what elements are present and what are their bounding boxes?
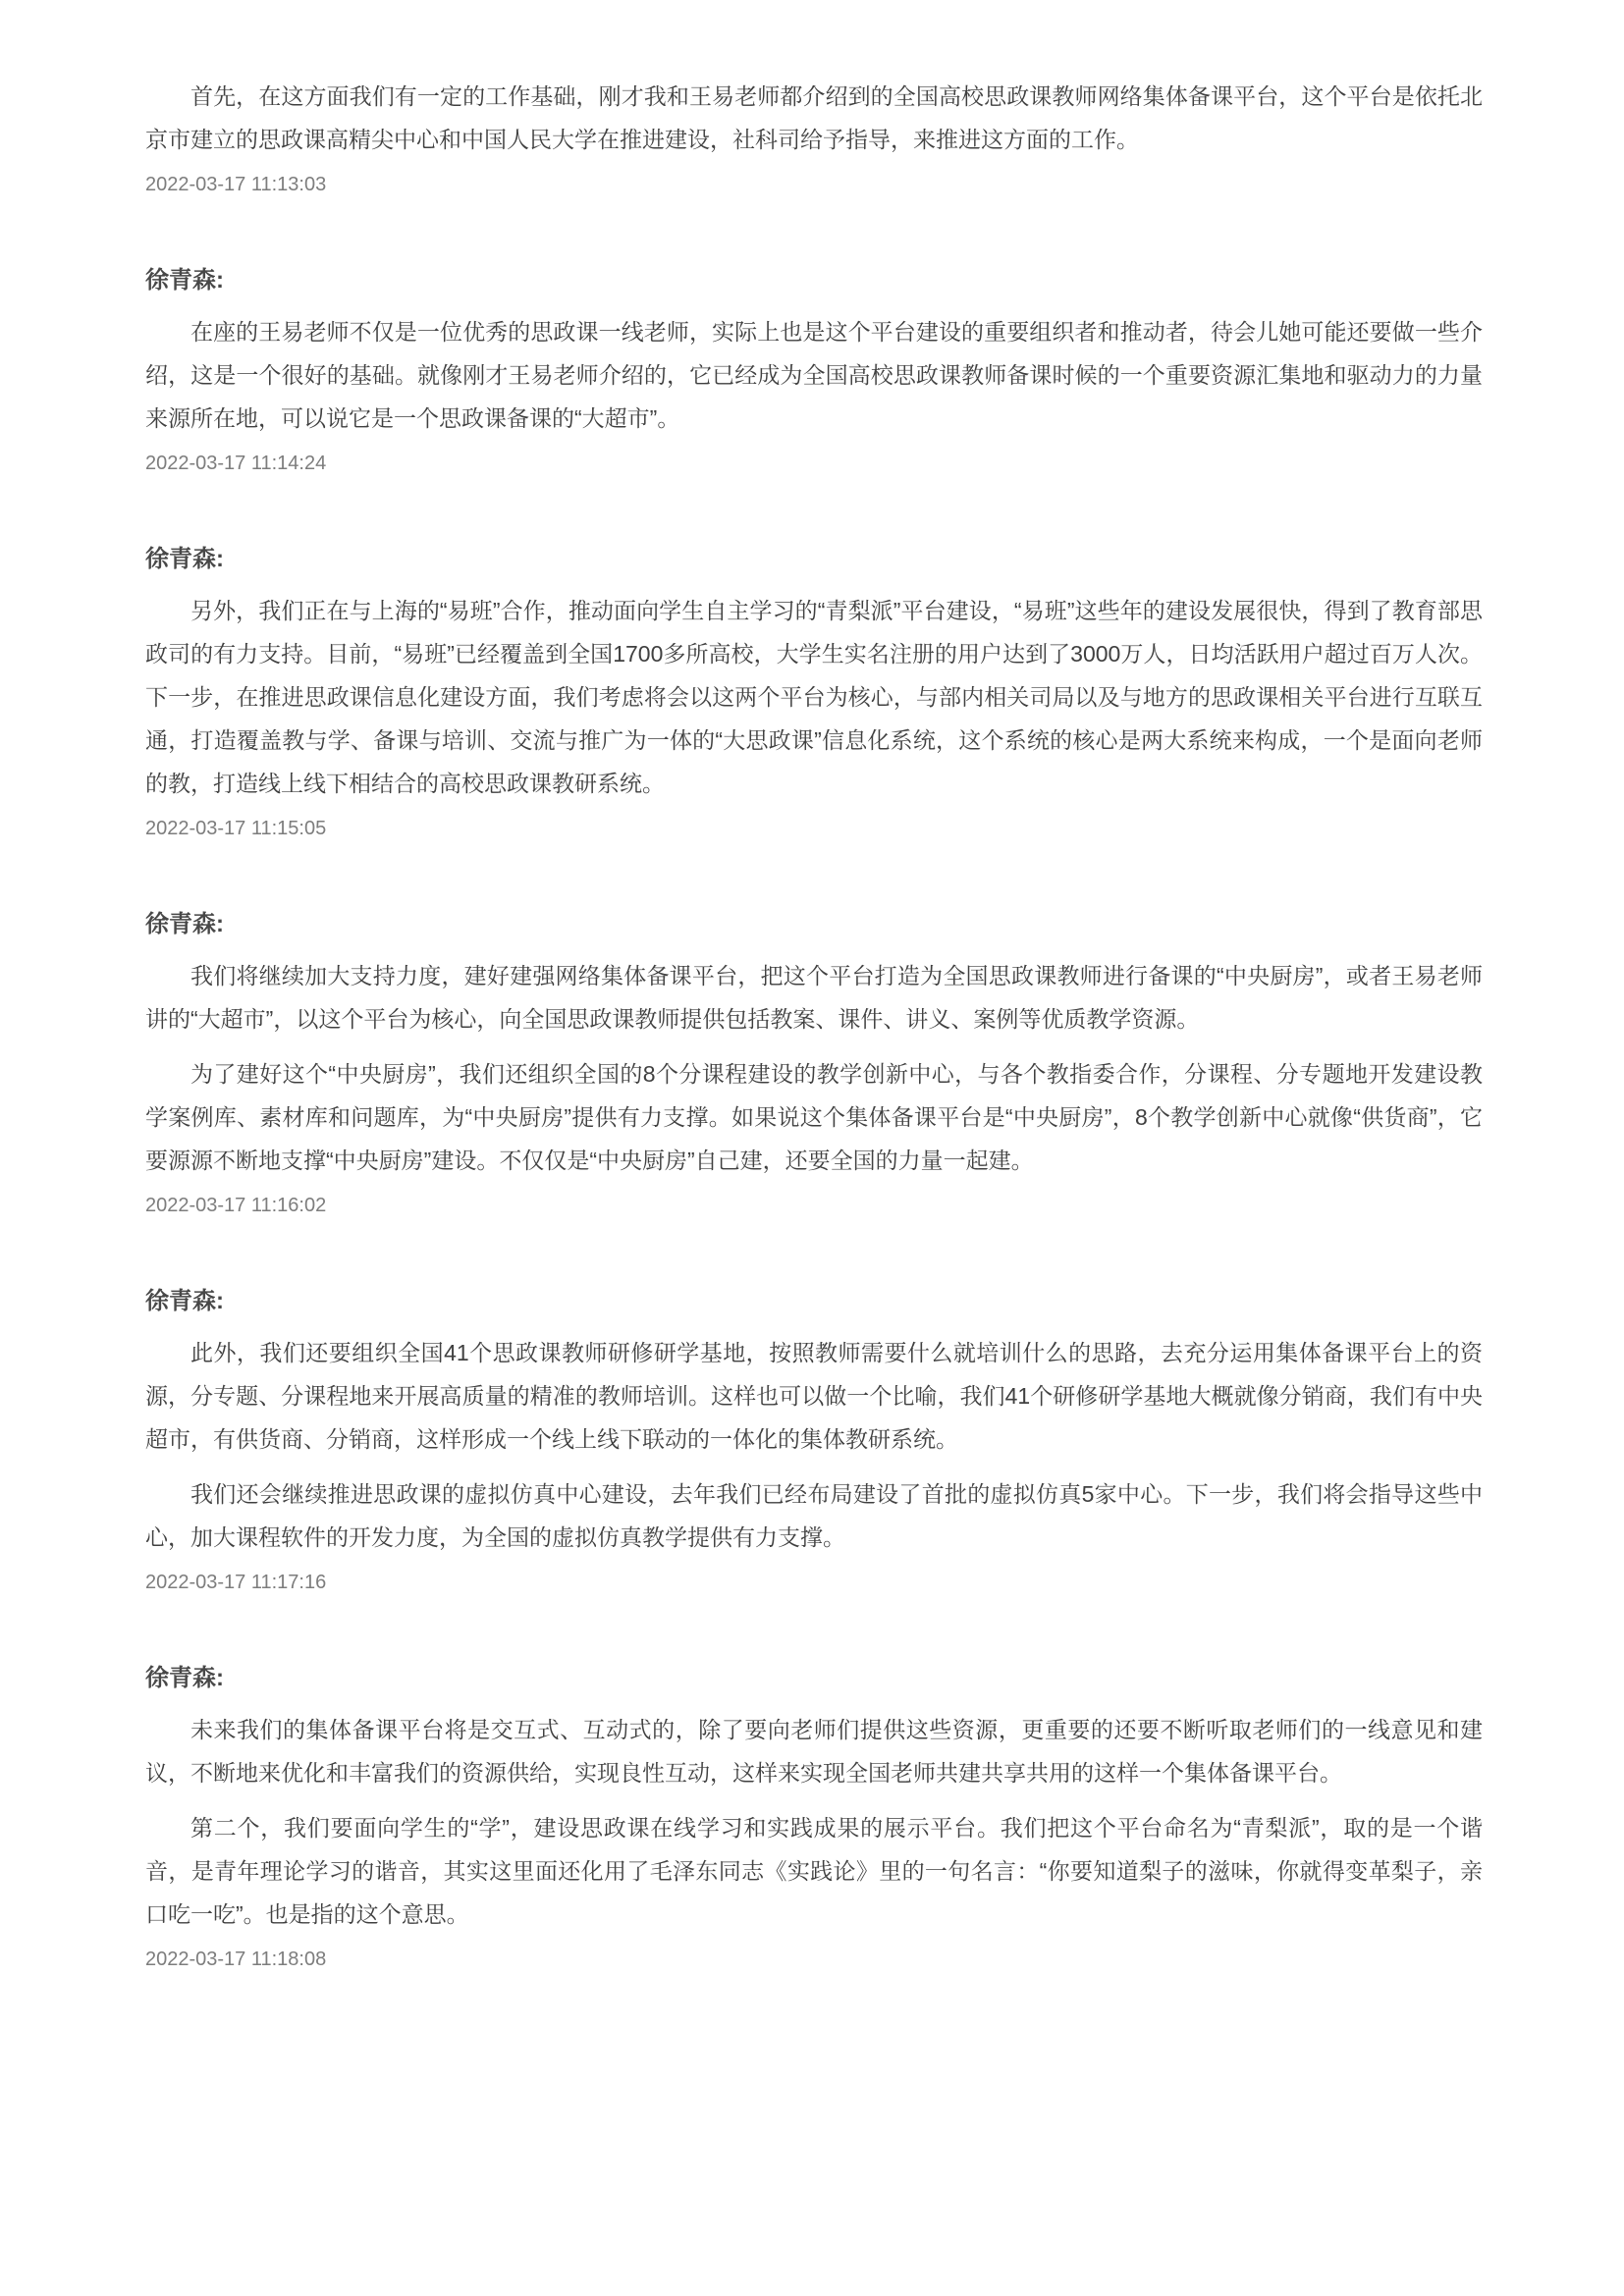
message-block: [145, 1657, 1483, 1975]
speaker-name: 徐青森:: [145, 1288, 224, 1314]
speaker-name: 徐青森:: [145, 267, 224, 294]
message-block: [145, 538, 1483, 844]
message-block: [145, 75, 1483, 200]
message-timestamp: 2022-03-17 11:16:02: [145, 1195, 327, 1216]
message-paragraph: 此外，我们还要组织全国41个思政课教师研修研学基地，按照教师需要什么就培训什么的思路，去充分运用集体备课平台上的资源，分专题、分课程地来开展高质量的精准的教师培训。这样也可以做一个比喻，我们41个研修研学基地大概就像分销商，我们有中央超市，有供货商、分销商，这样形成一个线上线下联动的一体化的集体教研系统。: [145, 1340, 1483, 1452]
speaker-name: 徐青森:: [145, 1665, 224, 1691]
message-block: [145, 1280, 1483, 1598]
message-paragraph: 第二个，我们要面向学生的“学”，建设思政课在线学习和实践成果的展示平台。我们把这个平台命名为“青梨派”，取的是一个谐音，是青年理论学习的谐音，其实这里面还化用了毛泽东同志《实践论》里的一句名言：“你要知道梨子的滋味，你就得变革梨子，亲口吃一吃”。也是指的这个意思。: [145, 1815, 1483, 1927]
speaker-name: 徐青森:: [145, 546, 224, 572]
message-timestamp: 2022-03-17 11:18:08: [145, 1949, 327, 1970]
message-paragraph: 为了建好这个“中央厨房”，我们还组织全国的8个分课程建设的教学创新中心，与各个教指委合作，分课程、分专题地开发建设教学案例库、素材库和问题库，为“中央厨房”提供有力支撑。如果说这个集体备课平台是“中央厨房”，8个教学创新中心就像“供货商”，它要源源不断地支撑“中央厨房”建设。不仅仅是“中央厨房”自己建，还要全国的力量一起建。: [145, 1061, 1483, 1173]
speaker-name: 徐青森:: [145, 911, 224, 937]
message-paragraph: 首先，在这方面我们有一定的工作基础，刚才我和王易老师都介绍到的全国高校思政课教师网络集体备课平台，这个平台是依托北京市建立的思政课高精尖中心和中国人民大学在推进建设，社科司给予指导，来推进这方面的工作。: [145, 83, 1483, 152]
message-timestamp: 2022-03-17 11:17:16: [145, 1572, 327, 1593]
message-paragraph: 在座的王易老师不仅是一位优秀的思政课一线老师，实际上也是这个平台建设的重要组织者和推动者，待会儿她可能还要做一些介绍，这是一个很好的基础。就像刚才王易老师介绍的，它已经成为全国高校思政课教师备课时候的一个重要资源汇集地和驱动力的力量来源所在地，可以说它是一个思政课备课的“大超市”。: [145, 319, 1483, 431]
message-paragraph: 未来我们的集体备课平台将是交互式、互动式的，除了要向老师们提供这些资源，更重要的还要不断听取老师们的一线意见和建议，不断地来优化和丰富我们的资源供给，实现良性互动，这样来实现全国老师共建共享共用的这样一个集体备课平台。: [145, 1717, 1483, 1786]
message-paragraph: 另外，我们正在与上海的“易班”合作，推动面向学生自主学习的“青梨派”平台建设，“易班”这些年的建设发展很快，得到了教育部思政司的有力支持。目前，“易班”已经覆盖到全国1700多所高校，大学生实名注册的用户达到了3000万人，日均活跃用户超过百万人次。下一步，在推进思政课信息化建设方面，我们考虑将会以这两个平台为核心，与部内相关司局以及与地方的思政课相关平台进行互联互通，打造覆盖教与学、备课与培训、交流与推广为一体的“大思政课”信息化系统，这个系统的核心是两大系统来构成，一个是面向老师的教，打造线上线下相结合的高校思政课教研系统。: [145, 598, 1483, 796]
message-block: [145, 259, 1483, 479]
message-timestamp: 2022-03-17 11:15:05: [145, 818, 327, 839]
message-timestamp: 2022-03-17 11:13:03: [145, 174, 327, 195]
message-timestamp: 2022-03-17 11:14:24: [145, 453, 327, 474]
message-block: [145, 903, 1483, 1221]
message-paragraph: 我们还会继续推进思政课的虚拟仿真中心建设，去年我们已经布局建设了首批的虚拟仿真5家中心。下一步，我们将会指导这些中心，加大课程软件的开发力度，为全国的虚拟仿真教学提供有力支撑。: [145, 1481, 1483, 1550]
message-paragraph: 我们将继续加大支持力度，建好建强网络集体备课平台，把这个平台打造为全国思政课教师进行备课的“中央厨房”，或者王易老师讲的“大超市”，以这个平台为核心，向全国思政课教师提供包括教案、课件、讲义、案例等优质教学资源。: [145, 963, 1483, 1032]
